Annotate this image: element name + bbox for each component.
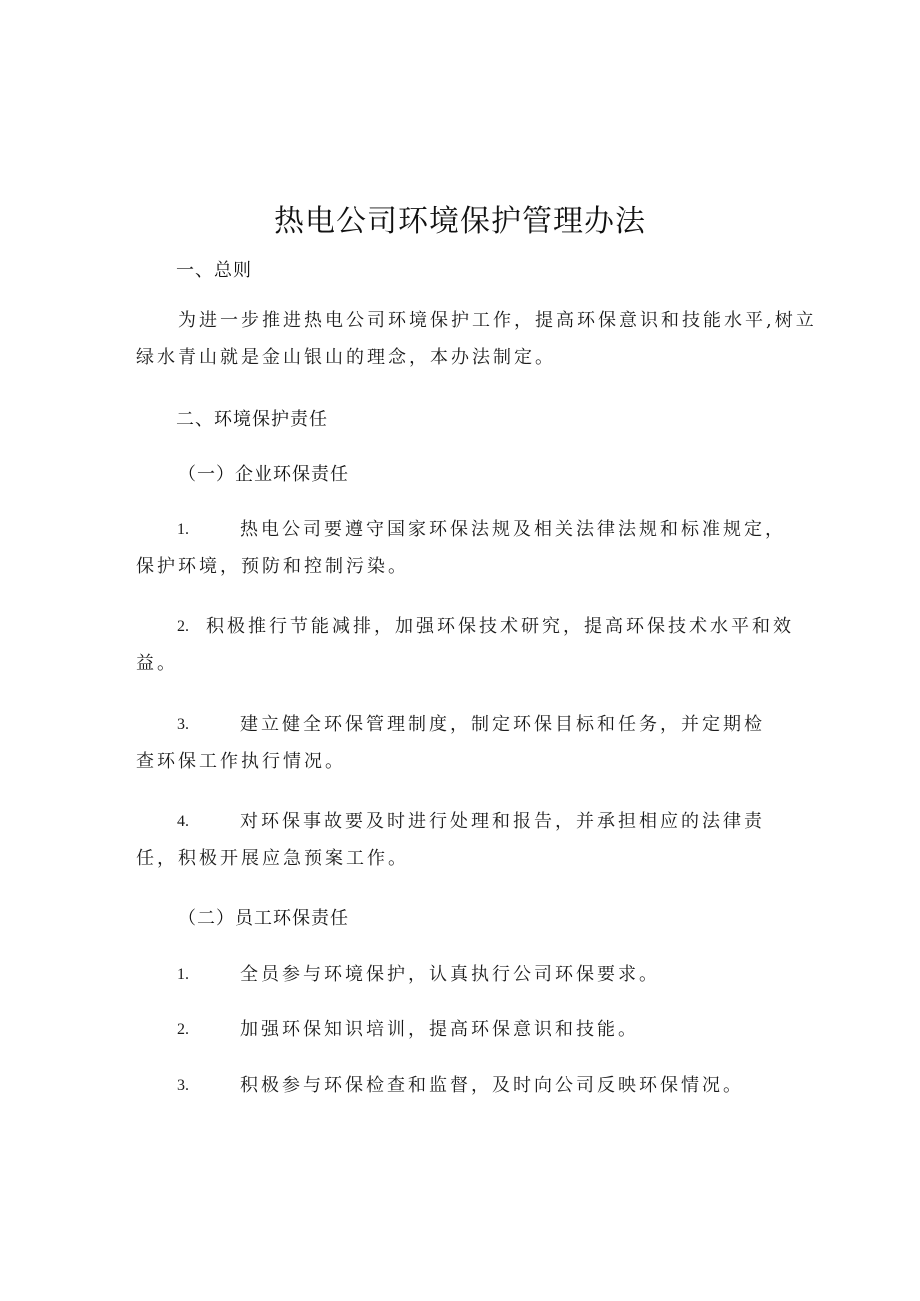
section-heading-general: 一、总则 — [176, 260, 252, 281]
employee-item-3 — [136, 1063, 806, 1108]
item-number: 4. — [177, 813, 189, 830]
item-text: 建立健全环保管理制度，制定环保目标和任务，并定期检 — [240, 714, 765, 735]
item-text-continued: 任，积极开展应急预案工作。 — [136, 848, 409, 869]
item-text: 对环保事故要及时进行处理和报告，并承担相应的法律责 — [240, 811, 765, 832]
item-text: 加强环保知识培训，提高环保意识和技能。 — [240, 1019, 639, 1040]
general-paragraph — [136, 302, 817, 376]
item-number: 1. — [177, 966, 189, 983]
item-number: 3. — [177, 716, 189, 733]
subsection-heading-enterprise: （一）企业环保责任 — [178, 464, 349, 485]
item-text: 积极参与环保检查和监督，及时向公司反映环保情况。 — [240, 1075, 744, 1096]
enterprise-item-3 — [136, 702, 806, 784]
item-number: 2. — [177, 618, 189, 635]
item-number: 1. — [177, 521, 189, 538]
section-heading-responsibility: 二、环境保护责任 — [176, 409, 328, 430]
general-paragraph-line1: 为进一步推进热电公司环境保护工作，提高环保意识和技能水平,树立 — [178, 310, 817, 331]
item-text-continued: 保护环境，预防和控制污染。 — [136, 556, 409, 577]
enterprise-item-4 — [136, 799, 806, 881]
item-text: 全员参与环境保护，认真执行公司环保要求。 — [240, 964, 660, 985]
item-text-continued: 查环保工作执行情况。 — [136, 751, 346, 772]
item-text: 热电公司要遵守国家环保法规及相关法律法规和标准规定， — [240, 519, 786, 540]
item-number: 3. — [177, 1077, 189, 1094]
employee-item-2 — [136, 1007, 806, 1052]
item-number: 2. — [177, 1021, 189, 1038]
employee-item-1 — [136, 952, 806, 997]
enterprise-item-1 — [136, 507, 806, 589]
general-paragraph-line2: 绿水青山就是金山银山的理念，本办法制定。 — [136, 347, 556, 368]
document-title: 热电公司环境保护管理办法 — [274, 204, 646, 239]
subsection-heading-employee: （二）员工环保责任 — [178, 908, 349, 929]
item-text: 积极推行节能减排，加强环保技术研究，提高环保技术水平和效 — [206, 616, 794, 637]
item-text-continued: 益。 — [136, 653, 178, 674]
enterprise-item-2 — [136, 604, 806, 686]
